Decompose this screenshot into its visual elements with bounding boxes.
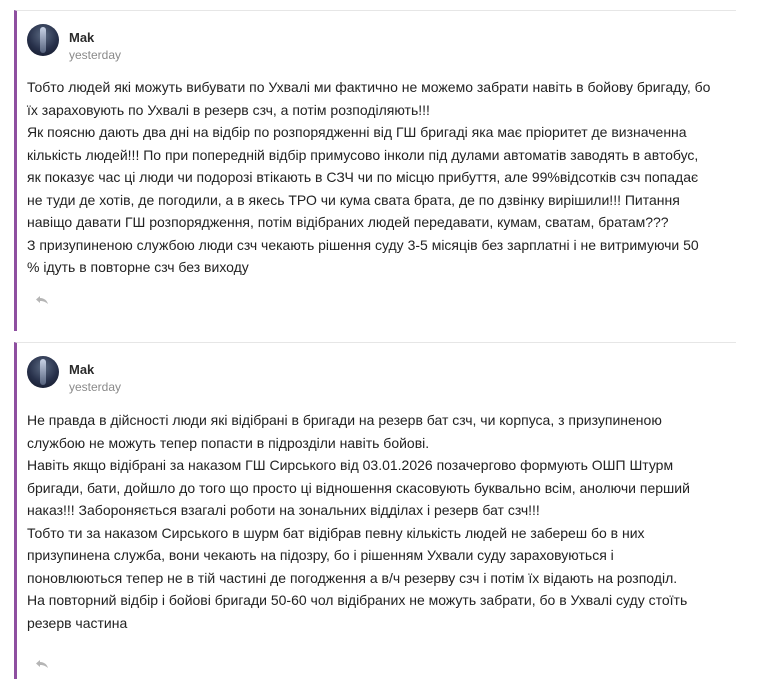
comment-line: З призупиненою службою люди сзч чекають рішення суду 3-5 місяців без зарплатні і не витримуючи 50: [27, 236, 699, 253]
comment-line: поновлюються тепер не в тій частині де погодження а в/ч резерву сзч і потім їх відають на розподіл.: [27, 569, 678, 586]
comment-line: кількість людей!!! По при попередній відбір примусово інколи під дулами автоматів заводять в автобус,: [27, 146, 699, 163]
comment-author[interactable]: Mak: [69, 30, 95, 45]
comment-time: yesterday: [69, 48, 122, 62]
comment-line: резерв частина: [27, 614, 128, 631]
comment-line: На повторний відбір і бойові бригади 50-60 чол відібраних не можуть забрати, бо в Ухвалі суду стоїть: [27, 592, 688, 608]
avatar[interactable]: [27, 24, 59, 56]
comment-line: як показує час ці люди чи подорозі втікають в СЗЧ чи по місцю прибуття, але 99%відсотків сзч попадає: [27, 169, 699, 185]
comment-line: Навіть якщо відібрані за наказом ГШ Сирського від 03.01.2026 позачергово формують ОШП Штурм: [27, 457, 674, 473]
comment-time: yesterday: [69, 380, 122, 394]
comment-line: їх зараховують по Ухвалі в резерв сзч, а потім розподіляють!!!: [27, 101, 430, 118]
comment-text: [27, 409, 737, 634]
comment-line: наказ!!! Забороняється взагалі роботи на зональних відділах і резерв бат сзч!!!: [27, 502, 540, 518]
comment: [14, 342, 736, 679]
comment-line: Як поясню дають два дні на відбір по розпорядженні від ГШ бригаді яка має пріоритет де визначенна: [27, 124, 687, 140]
comment-author[interactable]: Mak: [69, 362, 95, 377]
comment-line: бригади, бати, дойшло до того що просто ці відношення скасовують буквально всім, анолючи перший: [27, 479, 690, 496]
reply-icon[interactable]: [35, 659, 49, 669]
comment-line: Тобто людей які можуть вибувати по Ухвалі ми фактично не можемо забрати навіть в бойову бригаду, бо: [27, 79, 711, 95]
comment-line: не туди де хотів, де погодили, а в якесь ТРО чи кума свата брата, де по дзвінку вирішили!!! Питання: [27, 191, 680, 208]
comment-line: Тобто ти за наказом Сирського в шурм бат відібрав певну кількість людей не забереш бо в них: [27, 524, 645, 541]
comment-line: % ідуть в повторне сзч без виходу: [27, 259, 249, 275]
comment: [14, 10, 736, 331]
comment-line: навіщо давати ГШ розпорядження, потім відібраних людей передавати, кумам, сватам, братам???: [27, 214, 669, 230]
comment-line: Не правда в дійсності люди які відібрані в бригади на резерв бат сзч, чи корпуса, з призупиненою: [27, 412, 662, 428]
reply-icon[interactable]: [35, 295, 49, 305]
avatar[interactable]: [27, 356, 59, 388]
comment-line: службою не можуть тепер попасти в підрозділи навіть бойові.: [27, 434, 430, 451]
comment-thread: [14, 0, 736, 679]
comment-text: [27, 76, 737, 279]
comment-line: призупинена служба, вони чекають на підозру, бо і рішенням Ухвали суду зараховуються і: [27, 547, 614, 563]
